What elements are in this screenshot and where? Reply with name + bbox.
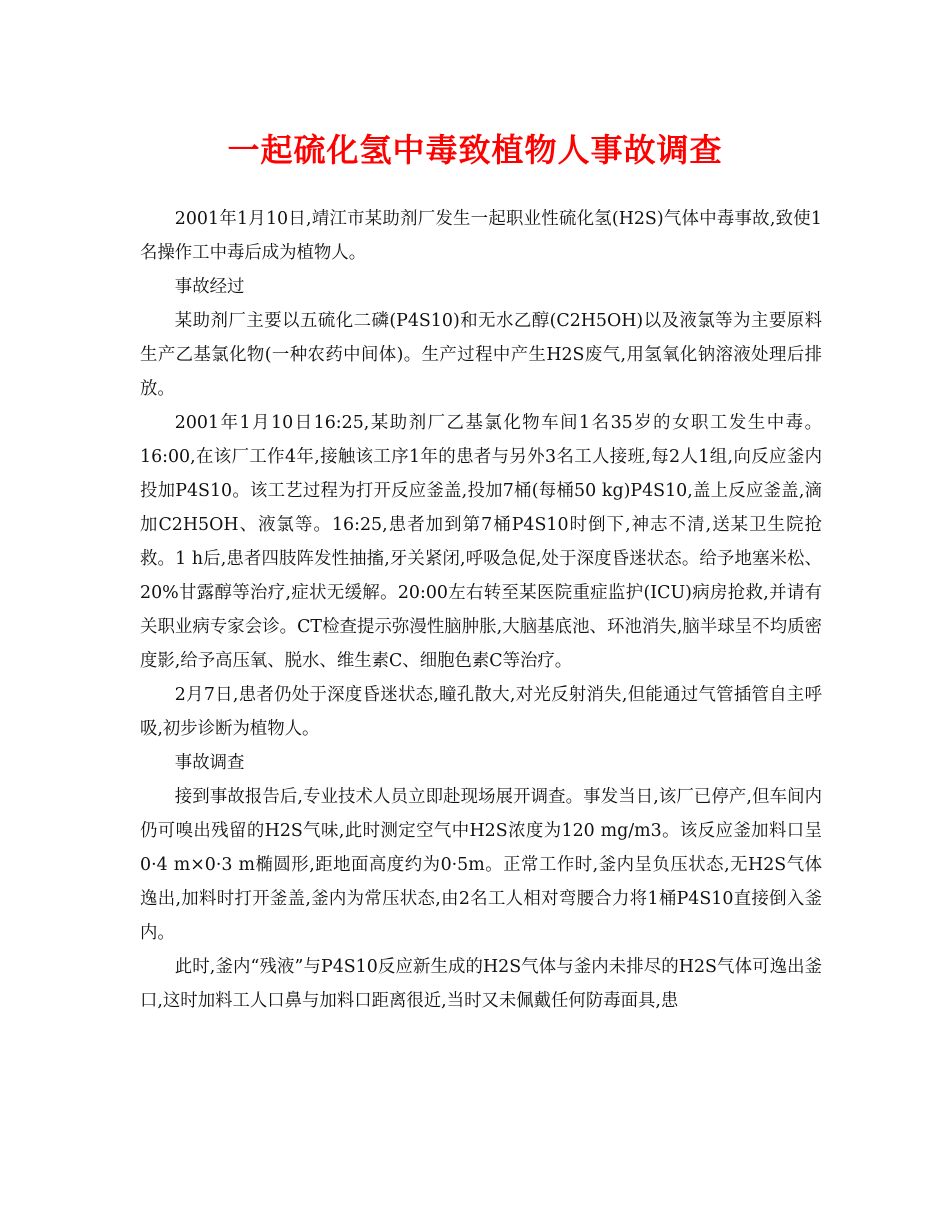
section-heading-accident-process: 事故经过 bbox=[174, 277, 245, 297]
document-body bbox=[140, 202, 822, 1018]
paragraph-cause: 此时,釜内“残液”与P4S10反应新生成的H2S气体与釜内未排尽的H2S气体可逸出釜口,这时加料工人口鼻与加料口距离很近,当时又未佩戴任何防毒面具,患 bbox=[140, 957, 822, 1011]
paragraph-incident-details: 2001年1月10日16:25,某助剂厂乙基氯化物车间1名35岁的女职工发生中毒。16:00,在该厂工作4年,接触该工序1年的患者与另外3名工人接班,每2人1组,向反应釜内投加P4S10。该工艺过程为打开反应釜盖,投加7桶(每桶50 kg)P4S10,盖上反应釜盖,滴加C2H5OH、液氯等。16:25,患者加到第7桶P4S10时倒下,神志不清,送某卫生院抢救。1 h后,患者四肢阵发性抽搐,牙关紧闭,呼吸急促,处于深度昏迷状态。给予地塞米松、20%甘露醇等治疗,症状无缓解。20:00左右转至某医院重症监护(ICU)病房抢救,并请有关职业病专家会诊。CT检查提示弥漫性脑肿胀,大脑基底池、环池消失,脑半球呈不均质密度影,给予高压氧、脱水、维生素C、细胞色素C等治疗。 bbox=[140, 413, 822, 671]
paragraph-diagnosis: 2月7日,患者仍处于深度昏迷状态,瞳孔散大,对光反射消失,但能通过气管插管自主呼吸,初步诊断为植物人。 bbox=[140, 685, 822, 739]
paragraph-investigation: 接到事故报告后,专业技术人员立即赴现场展开调查。事发当日,该厂已停产,但车间内仍可嗅出残留的H2S气味,此时测定空气中H2S浓度为120 mg/m3。该反应釜加料口呈0·4 m×0·3 m椭圆形,距地面高度约为0·5m。正常工作时,釜内呈负压状态,无H2S气体逸出,加料时打开釜盖,釜内为常压状态,由2名工人相对弯腰合力将1桶P4S10直接倒入釜内。 bbox=[140, 787, 822, 943]
paragraph-intro: 2001年1月10日,靖江市某助剂厂发生一起职业性硫化氢(H2S)气体中毒事故,致使1名操作工中毒后成为植物人。 bbox=[140, 209, 822, 263]
paragraph-production: 某助剂厂主要以五硫化二磷(P4S10)和无水乙醇(C2H5OH)以及液氯等为主要原料生产乙基氯化物(一种农药中间体)。生产过程中产生H2S废气,用氢氧化钠溶液处理后排放。 bbox=[140, 311, 822, 399]
document-title: 一起硫化氢中毒致植物人事故调查 bbox=[227, 131, 723, 169]
section-heading-investigation: 事故调查 bbox=[174, 753, 245, 773]
